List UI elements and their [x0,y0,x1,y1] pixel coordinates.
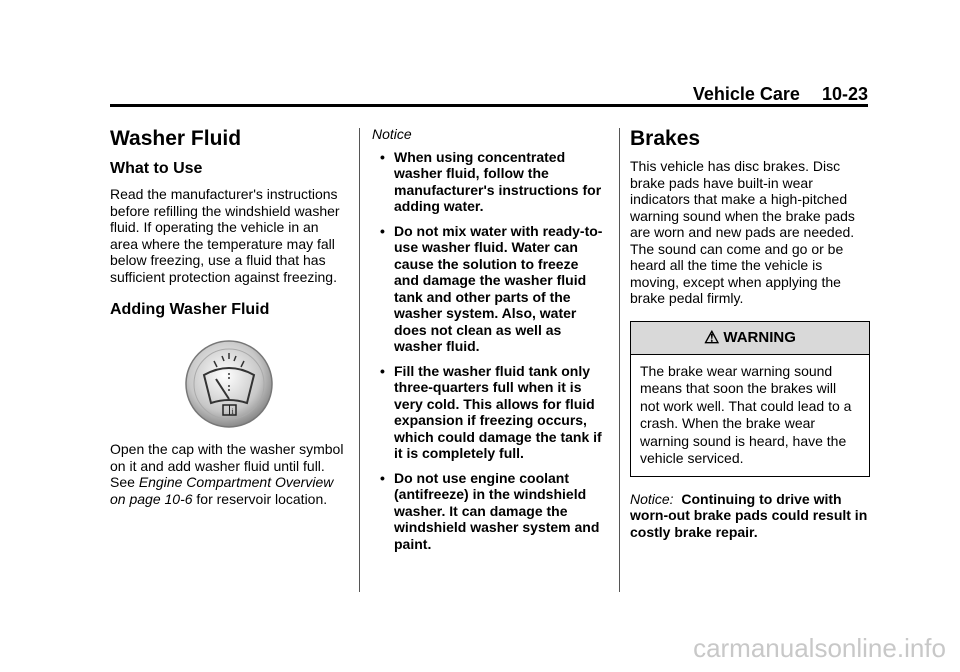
column-washer-fluid [110,126,348,507]
warning-header [631,322,869,355]
list-item: • When using concentrated washer fluid, follow the manufacturer's instructions for adding water. [380,148,602,214]
column-notice [372,126,604,560]
what-to-use-heading: What to Use [110,160,203,177]
brakes-heading: Brakes [630,127,701,150]
svg-text:i: i [231,407,234,416]
column-divider-2 [619,128,620,592]
washer-symbol-icon [110,339,348,429]
brakes-notice [630,491,870,541]
brakes-intro: This vehicle has disc brakes. Disc brake pads have built-in wear indicators that make a high-pitched warning sound when the brake pads are worn and new pads are needed. The sound can come and go or be heard all the time the vehicle is moving, except when applying the brake pedal firmly. [630,158,855,306]
engine-compartment-link[interactable]: Engine Compartment Overview on page 10-6 [110,474,334,507]
what-to-use-text: Read the manufacturer's instructions before refilling the windshield washer fluid. If operating the vehicle in an area where the temperature may fall below freezing, use a fluid that has sufficient protection against freezing. [110,186,340,285]
list-item: • Do not use engine coolant (antifreeze) in the windshield washer. It can damage the windshield washer system and paint. [380,469,600,552]
washer-fluid-heading: Washer Fluid [110,127,242,150]
brakes-notice-label: Notice: [630,490,674,507]
adding-washer-fluid-text: Open the cap with the washer symbol on it and add washer fluid until full. See Engine Compartment Overview on page 10-6 for reservoir location. [110,441,344,507]
warning-box [630,321,870,477]
section-title: Vehicle Care [692,84,800,104]
page-number: 10-23 [821,84,868,104]
notice-label: Notice [372,126,412,142]
warning-label: WARNING [723,329,796,346]
header-rule [110,104,868,107]
page-header [110,84,868,104]
list-item: • Do not mix water with ready-to-use washer fluid. Water can cause the solution to freeze and damage the washer fluid tank and other parts of the washer system. Also, water does not clean as well as washer fluid. [380,222,603,354]
column-divider-1 [359,128,360,592]
adding-washer-fluid-heading: Adding Washer Fluid [110,301,270,318]
list-item: • Fill the washer fluid tank only three-quarters full when it is very cold. This allows for fluid expansion if freezing occurs, which could damage the tank if it is completely full. [380,362,602,461]
notice-list [372,149,604,553]
warning-text: The brake wear warning sound means that soon the brakes will not work well. That could lead to a crash. When the brake wear warning sound is heard, have the vehicle serviced. [640,362,852,466]
warning-icon: ⚠ [704,327,720,347]
watermark: carmanualsonline.info [693,633,946,663]
brakes-notice-text: Continuing to drive with worn-out brake pads could result in costly brake repair. [630,490,868,540]
column-brakes [630,126,870,540]
